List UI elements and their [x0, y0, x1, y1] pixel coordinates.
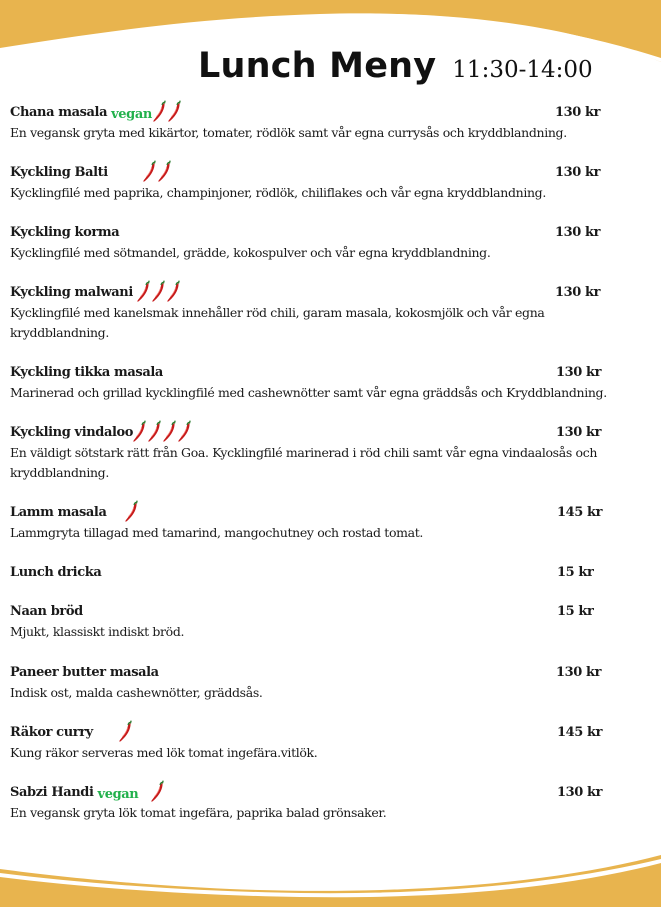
item-description: En vegansk gryta lök tomat ingefära, paprika balad grönsaker.: [10, 805, 387, 820]
item-description: Kycklingfilé med kanelsmak innehåller röd chili, garam masala, kokosmjölk och vår egna kryddblandning.: [10, 305, 545, 340]
vegan-label: vegan: [97, 787, 139, 802]
chili-pepper-icon: [118, 720, 132, 744]
menu-item-rakor-curry: [10, 723, 660, 763]
item-name: Kyckling vindaloo: [10, 425, 134, 440]
item-name: Kyckling tikka masala: [10, 365, 163, 380]
spice-level: [152, 100, 182, 124]
item-price: 130 kr: [556, 365, 602, 380]
item-description: En väldigt sötstark rätt från Goa. Kycklingfilé marinerad i röd chili samt vår egna vindaalosås och kryddblandning.: [10, 445, 598, 480]
item-name: Lunch dricka: [10, 565, 102, 580]
chili-pepper-icon: [150, 780, 164, 804]
spice-level: [150, 780, 165, 804]
item-price: 130 kr: [555, 165, 601, 180]
chili-pepper-icon: [142, 160, 156, 184]
item-price: 130 kr: [555, 225, 601, 240]
lunch-hours: 11:30-14:00: [452, 57, 593, 83]
chili-pepper-icon: [132, 420, 146, 444]
menu-item-kyckling-korma: [10, 223, 660, 263]
menu-item-kyckling-malwani: [10, 283, 660, 343]
menu-item-chana-masala: [10, 103, 660, 143]
chili-pepper-icon: [177, 420, 191, 444]
spice-level: [124, 500, 139, 524]
menu-item-lamm-masala: [10, 503, 660, 543]
item-price: 130 kr: [556, 425, 602, 440]
chili-pepper-icon: [162, 420, 176, 444]
item-description: En vegansk gryta med kikärtor, tomater, rödlök samt vår egna currysås och kryddblandning.: [10, 125, 567, 140]
chili-pepper-icon: [136, 280, 150, 304]
spice-level: [136, 280, 181, 304]
menu-item-naan-brod: [10, 602, 660, 642]
item-name: Kyckling malwani: [10, 285, 133, 300]
item-price: 145 kr: [557, 725, 603, 740]
item-name: Räkor curry: [10, 725, 93, 740]
item-price: 130 kr: [556, 665, 602, 680]
item-price: 130 kr: [555, 285, 601, 300]
item-description: Kycklingfilé med paprika, champinjoner, rödlök, chiliflakes och vår egna kryddblandning.: [10, 185, 546, 200]
chili-pepper-icon: [166, 280, 180, 304]
menu-item-paneer-butter-masala: [10, 663, 660, 703]
item-description: Lammgryta tillagad med tamarind, mangochutney och rostad tomat.: [10, 525, 424, 540]
item-price: 130 kr: [555, 105, 601, 120]
page-title: Lunch Meny: [198, 46, 437, 86]
item-name: Naan bröd: [10, 604, 83, 619]
item-name: Sabzi Handi: [10, 785, 94, 800]
vegan-label: vegan: [111, 107, 152, 122]
chili-pepper-icon: [152, 100, 166, 124]
spice-level: [142, 160, 172, 184]
item-price: 15 kr: [557, 604, 594, 619]
menu-item-kyckling-vindaloo: [10, 423, 660, 483]
item-name: Lamm masala: [10, 505, 107, 520]
item-price: 15 kr: [557, 565, 594, 580]
spice-level: [132, 420, 192, 444]
bottom-decorative-swoosh: [0, 837, 661, 907]
spice-level: [118, 720, 133, 744]
item-description: Kycklingfilé med sötmandel, grädde, kokospulver och vår egna kryddblandning.: [10, 245, 491, 260]
item-description: Indisk ost, malda cashewnötter, gräddsås.: [10, 685, 263, 700]
menu-item-lunch-dricka: [10, 563, 660, 583]
menu-item-kyckling-tikka-masala: [10, 363, 660, 403]
menu-item-kyckling-balti: [10, 163, 660, 203]
item-name: Paneer butter masala: [10, 665, 159, 680]
item-description: Kung räkor serveras med lök tomat ingefära.vitlök.: [10, 745, 318, 760]
menu-header: [198, 46, 593, 90]
chili-pepper-icon: [151, 280, 165, 304]
item-name: Kyckling Balti: [10, 165, 108, 180]
chili-pepper-icon: [167, 100, 181, 124]
item-price: 130 kr: [557, 785, 603, 800]
item-price: 145 kr: [557, 505, 603, 520]
item-description: Marinerad och grillad kycklingfilé med cashewnötter samt vår egna gräddsås och Kryddblandning.: [10, 385, 607, 400]
chili-pepper-icon: [124, 500, 138, 524]
chili-pepper-icon: [157, 160, 171, 184]
item-name: Kyckling korma: [10, 225, 120, 240]
chili-pepper-icon: [147, 420, 161, 444]
item-description: Mjukt, klassiskt indiskt bröd.: [10, 624, 185, 639]
item-name: Chana masala: [10, 105, 108, 120]
menu-item-sabzi-handi: [10, 783, 660, 823]
